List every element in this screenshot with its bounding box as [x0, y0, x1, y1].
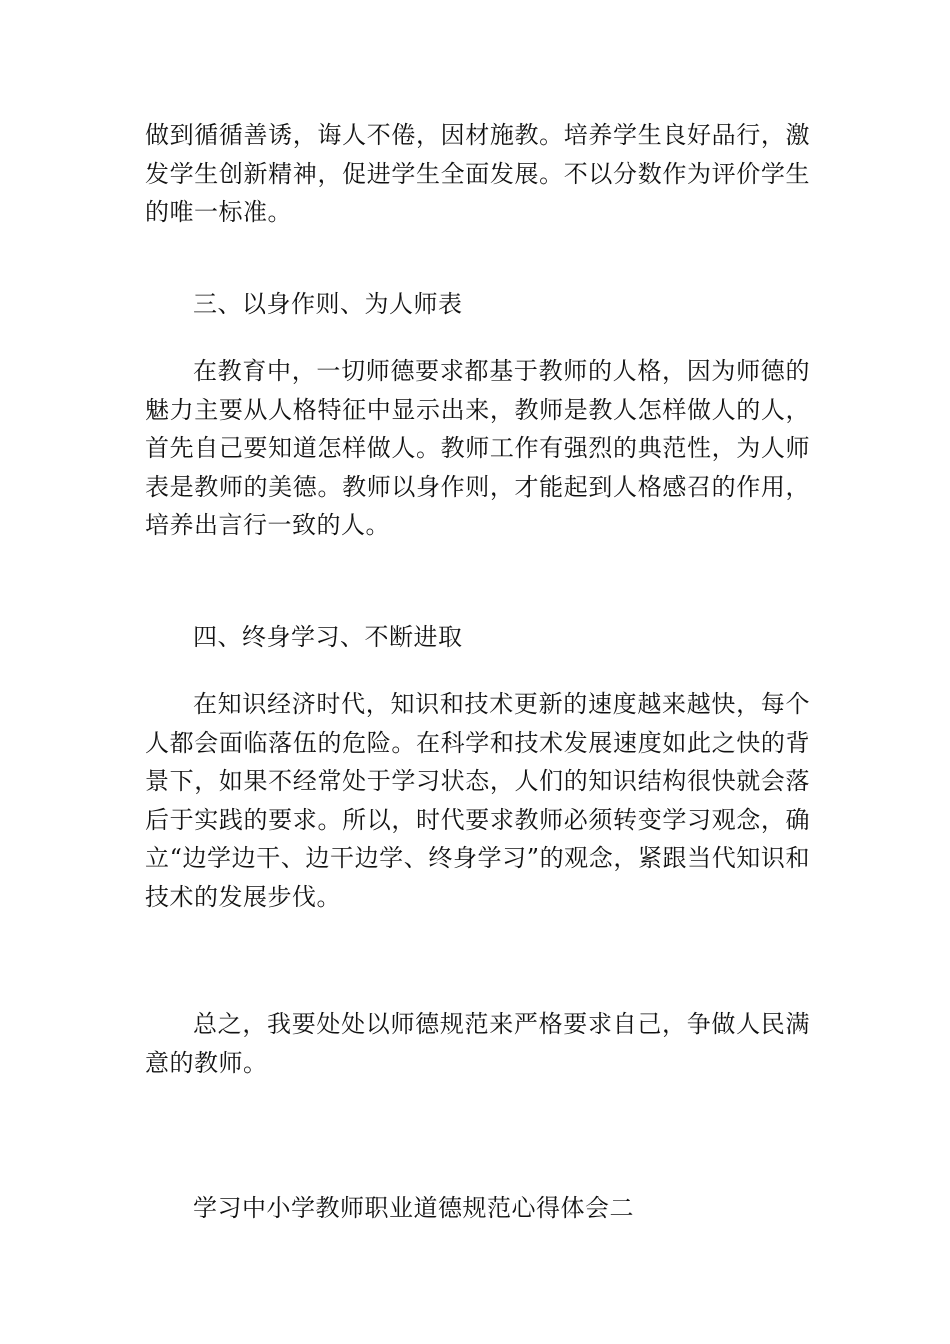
paragraph-section-four: 在知识经济时代，知识和技术更新的速度越来越快，每个人都会面临落伍的危险。在科学和技术发展速度如此之快的背景下，如果不经常处于学习状态，人们的知识结构很快就会落后于实践的要求。所以，时代要求教师必须转变学习观念，确立“边学边干、边干边学、终身学习”的观念，紧跟当代知识和技术的发展步伐。 — [145, 690, 810, 911]
paragraph-summary: 总之，我要处处以师德规范来严格要求自己，争做人民满意的教师。 — [145, 1010, 810, 1077]
next-article-title: 学习中小学教师职业道德规范心得体会二 — [193, 1194, 634, 1222]
section-heading-three: 三、以身作则、为人师表 — [193, 290, 463, 318]
section-heading-four: 四、终身学习、不断进取 — [193, 623, 463, 651]
paragraph-continuation: 做到循循善诱，诲人不倦，因材施教。培养学生良好品行，激发学生创新精神，促进学生全面发展。不以分数作为评价学生的唯一标准。 — [145, 121, 810, 226]
paragraph-section-three: 在教育中，一切师德要求都基于教师的人格，因为师德的魅力主要从人格特征中显示出来，教师是教人怎样做人的人，首先自己要知道怎样做人。教师工作有强烈的典范性，为人师表是教师的美德。教师以身作则，才能起到人格感召的作用，培养出言行一致的人。 — [145, 357, 810, 539]
